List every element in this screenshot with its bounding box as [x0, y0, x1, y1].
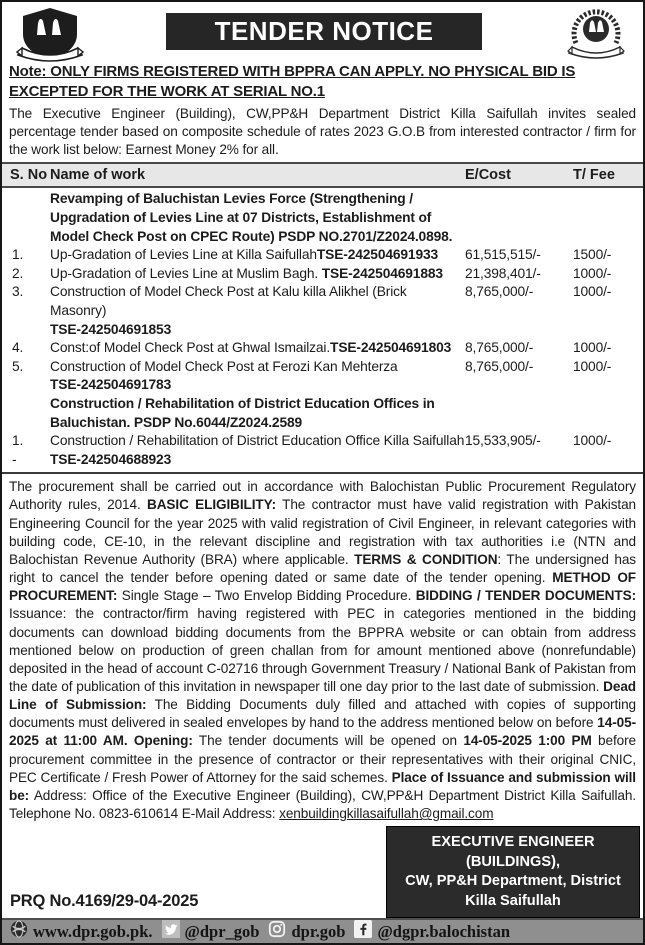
facebook-icon: [354, 920, 372, 943]
terms-text: Address: Office of the Executive Engineer (Building), CW,PP&H Department District Killa Saifullah. Telephone No. 0823-610614 E-Mail Address:: [9, 787, 636, 822]
column-header-fee: T/ Fee: [573, 167, 615, 184]
terms-paragraph: [2, 472, 643, 823]
terms-text: BASIC ELIGIBILITY:: [147, 497, 277, 513]
header: [2, 2, 643, 62]
cell-fee: 1500/-: [573, 247, 612, 263]
page-title: TENDER NOTICE: [166, 13, 482, 50]
terms-text: : The undersigned has right to cancel the tender before opening dated or same date of the tender opening.: [9, 551, 636, 586]
cell-sno: [2, 395, 50, 432]
social-item[interactable]: [162, 920, 260, 943]
cell-name: Construction / Rehabilitation of District Education Offices in Baluchistan. PSDP No.6044/Z2024.2589: [50, 395, 435, 430]
work-name: Up-Gradation of Levies Line at Killa Saifullah: [50, 247, 317, 263]
tse-number: TSE-242504691783: [50, 377, 172, 393]
terms-text: Single Stage – Two Envelop Bidding Procedure.: [117, 588, 416, 604]
cell-cost: 8,765,000/-: [465, 358, 534, 374]
cell-sno: [2, 265, 50, 284]
tse-number: TSE-242504691883: [321, 265, 443, 281]
social-label[interactable]: @dpr_gob: [184, 921, 260, 941]
social-item[interactable]: [10, 920, 153, 943]
cell-name: [50, 339, 465, 358]
terms-text: The procurement shall be carried out in accordance with Balochistan Public Procurement Regulatory Authority rules, 2014.: [9, 479, 636, 513]
social-item[interactable]: [268, 920, 345, 943]
cell-cost: [465, 395, 573, 432]
cell-sno: [2, 246, 50, 265]
sno-line: 3.: [12, 284, 24, 300]
table-row: [2, 358, 643, 395]
cell-name: [50, 432, 465, 469]
terms-text: Issuance: the contractor/firm having registered with PEC in categories mentioned in the bidding documents can download bidding documents from the BPPRA website or can obtain from address mentioned below on production of green challan from for amount mentioned above (nonrefundable) deposited in the head of account C-02716 through Government Treasury / National Bank of Pakistan from the date of publication of this invitation in newspaper till one day prior to the last date of submission.: [9, 606, 636, 695]
intro-paragraph: The Executive Engineer (Building), CW,PP&H Department District Killa Saifullah invites sealed percentage tender based on composite schedule of rates 2023 G.O.B from interested contractor / firm for the work list below: Earnest Money 2% for all.: [9, 106, 636, 157]
twitter-icon: [162, 920, 180, 943]
cell-cost: 61,515,515/-: [465, 247, 541, 263]
tse-number: TSE-242504691803: [330, 340, 452, 356]
sno-line: 4.: [12, 340, 24, 356]
signature-line: CW, PP&H Department, District: [405, 873, 621, 889]
cell-fee: 1000/-: [573, 265, 612, 281]
table-row: [2, 246, 643, 265]
social-item[interactable]: [354, 920, 510, 943]
terms-text: The tender documents will be opened on: [192, 733, 464, 749]
terms-text: TERMS & CONDITION: [354, 551, 498, 567]
tse-number: TSE-242504688923: [50, 451, 172, 467]
cell-fee: 1000/-: [573, 284, 612, 300]
sno-line: 1.: [12, 247, 24, 263]
terms-text: The Bidding Documents duly filled and attached with copies of supporting documents must delivered in sealed envelopes by hand to the address mentioned below on before: [9, 697, 636, 731]
sno-line: -: [12, 451, 17, 467]
sno-line: 1.: [12, 433, 24, 449]
cell-cost: 21,398,401/-: [465, 265, 541, 281]
column-header-cost: E/Cost: [465, 167, 511, 184]
cell-fee: [573, 190, 643, 246]
work-name: Construction of Model Check Post at Ferozi Kan Mehterza: [50, 358, 398, 374]
social-label[interactable]: dpr.gob: [291, 921, 346, 941]
work-name: Up-Gradation of Levies Line at Muslim Bagh.: [50, 265, 322, 281]
signature-box: [386, 826, 640, 918]
cell-fee: [573, 395, 643, 432]
terms-text: Place of Issuance and submission will be:: [9, 769, 636, 803]
terms-text: 14-05-2025 at 11:00 AM. Opening:: [9, 715, 636, 749]
social-label[interactable]: www.dpr.gob.pk.: [33, 921, 153, 941]
prq-number: PRQ No.4169/29-04-2025: [10, 892, 199, 910]
cell-sno: [2, 283, 50, 339]
cell-name: [50, 283, 465, 339]
terms-text: BIDDING / TENDER DOCUMENTS:: [415, 588, 636, 604]
cell-name: [50, 265, 465, 284]
table-group-row: [2, 395, 643, 432]
terms-text: Dead Line of Submission:: [9, 679, 636, 713]
cell-sno: [2, 432, 50, 469]
table-row: [2, 265, 643, 284]
cell-name: [50, 246, 465, 265]
cell-sno: [2, 339, 50, 358]
signature-line: EXECUTIVE ENGINEER (BUILDINGS),: [431, 834, 595, 870]
table-row: [2, 283, 643, 339]
sno-line: 2.: [12, 265, 24, 281]
cell-fee: 1000/-: [573, 358, 612, 374]
work-name: Construction / Rehabilitation of District Education Office Killa Saifullah: [50, 433, 465, 449]
column-header-sno: S. No: [10, 167, 48, 184]
cell-sno: [2, 358, 50, 395]
terms-text: METHOD OF PROCUREMENT:: [9, 570, 637, 604]
table-row: [2, 339, 643, 358]
cell-fee: 1000/-: [573, 340, 612, 356]
column-header-name: Name of work: [50, 167, 146, 184]
cell-fee: 1000/-: [573, 433, 612, 449]
terms-text: before procurement committee in the presence of contractor or their representatives with their original CNIC, PEC Certificate / Fresh Power of Attorney for the said schemes.: [9, 733, 637, 785]
work-name: Construction of Model Check Post at Kalu killa Alikhel (Brick Masonry): [50, 284, 407, 318]
social-bar: [2, 918, 643, 943]
cell-name: Revamping of Baluchistan Levies Force (Strengthening / Upgradation of Levies Line at 07 Districts, Establishment of Model Check Post on CPEC Route) PSDP NO.2701/Z2024.0898.: [50, 191, 453, 244]
cell-cost: 15,533,905/-: [465, 433, 541, 449]
department-crest-logo: [560, 7, 632, 63]
work-table-body: [2, 188, 643, 469]
work-name: Const:of Model Check Post at Ghwal Ismailzai.: [50, 340, 331, 356]
cell-cost: [465, 190, 573, 246]
cell-cost: 8,765,000/-: [465, 340, 534, 356]
terms-text: 14-05-2025 1:00 PM: [463, 733, 592, 749]
email-link[interactable]: xenbuildingkillasaifullah@gmail.com: [279, 806, 494, 822]
table-group-row: [2, 190, 643, 246]
signature-line: Killa Saifullah: [465, 892, 561, 909]
terms-text: The contractor must have valid registration with Pakistan Engineering Council for the year 2025 with valid registration of Civil Engineer, in relevant categories with building code, CE-10, in the relevant discipline and registration with tax authorities i.e (NTN and Balochistan Revenue Authority (BRA) where applicable.: [9, 497, 636, 567]
cell-sno: [2, 190, 50, 246]
tse-number: TSE-242504691933: [316, 247, 439, 263]
cell-cost: 8,765,000/-: [465, 284, 534, 300]
work-table-header: [2, 162, 643, 188]
tse-number: TSE-242504691853: [50, 321, 172, 337]
social-label[interactable]: @dgpr.balochistan: [377, 921, 511, 941]
government-crest-logo: [14, 7, 86, 63]
table-row: [2, 432, 643, 469]
registration-note: Note: ONLY FIRMS REGISTERED WITH BPPRA CAN APPLY. NO PHYSICAL BID IS EXCEPTED FOR THE WORK AT SERIAL NO.1: [9, 63, 576, 100]
sno-line: 5.: [12, 358, 24, 374]
globe-icon: [10, 920, 28, 943]
instagram-icon: [268, 920, 286, 943]
cell-name: [50, 358, 465, 395]
